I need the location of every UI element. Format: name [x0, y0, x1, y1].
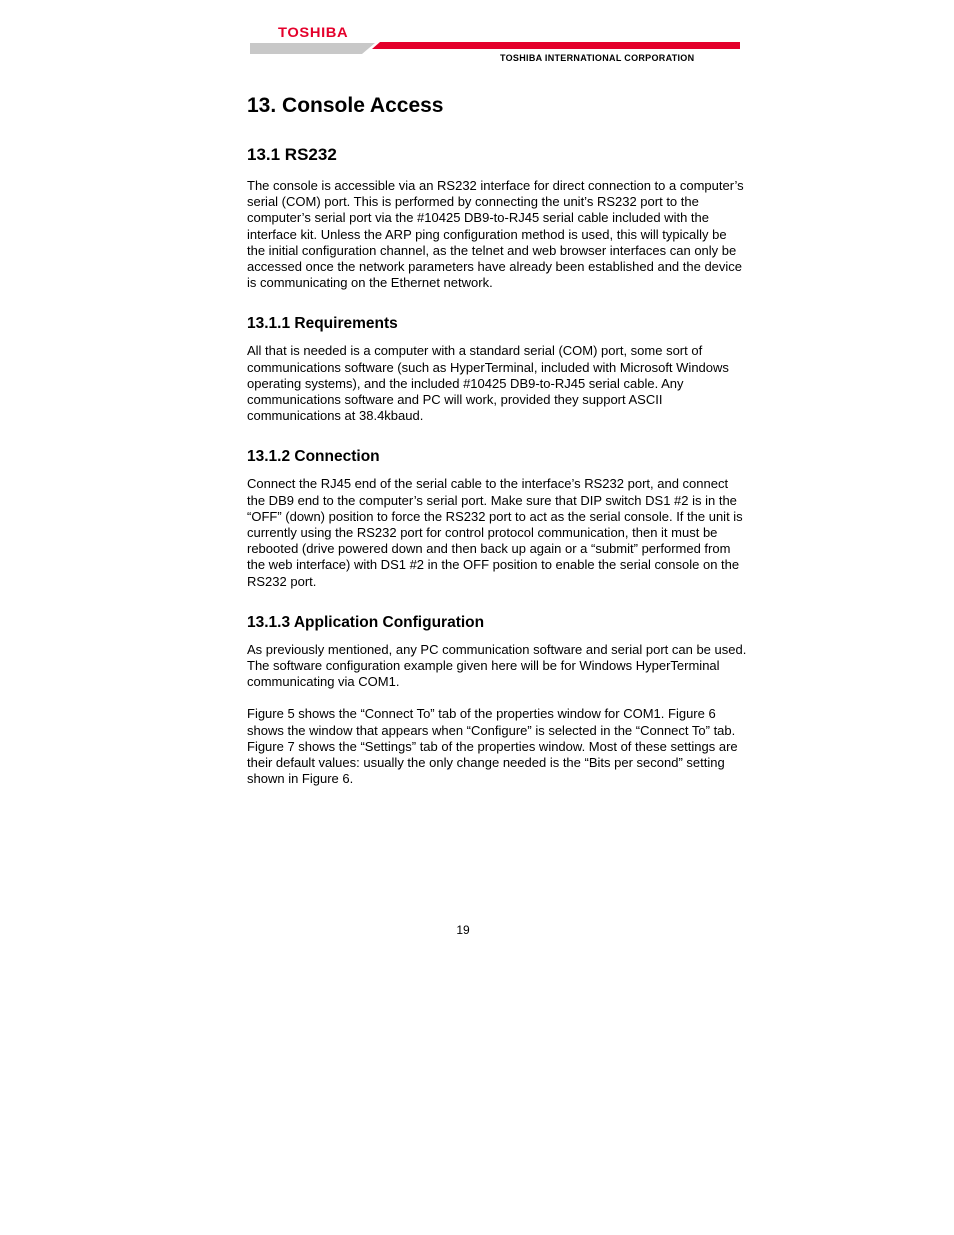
header-stripe-red	[372, 42, 740, 49]
corporation-name: TOSHIBA INTERNATIONAL CORPORATION	[500, 53, 695, 63]
section-heading-connection: 13.1.2 Connection	[247, 448, 380, 466]
section-body-requirements: All that is needed is a computer with a standard serial (COM) port, some sort of communications software (such as HyperTerminal, included with Microsoft Windows operating systems), and the included #10425 DB9-to-RJ45 serial cable. Any communications software and PC will work, provided they support ASCII communications at 38.4kbaud.	[247, 343, 729, 424]
section-body-connection: Connect the RJ45 end of the serial cable to the interface’s RS232 port, and connect the DB9 end to the computer’s serial port. Make sure that DIP switch DS1 #2 is in the “OFF” (down) position to force the RS232 port to act as the serial console. If the unit is currently using the RS232 port for control protocol communication, then it must be rebooted (drive powered down and then back up again or a “submit” performed from the web interface) with DS1 #2 in the OFF position to enable the serial console on the RS232 port.	[247, 476, 743, 589]
page-title: 13. Console Access	[247, 94, 444, 117]
section-body-application-configuration-2: Figure 5 shows the “Connect To” tab of the properties window for COM1. Figure 6 shows the window that appears when “Configure” is selected in the “Connect To” tab. Figure 7 shows the “Settings” tab of the properties window. Most of these settings are their default values: usually the only change needed is the “Bits per second” setting shown in Figure 6.	[247, 706, 738, 787]
section-heading-application-configuration: 13.1.3 Application Configuration	[247, 613, 485, 631]
document-body	[247, 90, 747, 787]
section-heading-requirements: 13.1.1 Requirements	[247, 315, 398, 333]
page-number: 19	[456, 923, 470, 937]
toshiba-logo: TOSHIBA	[278, 24, 349, 40]
section-heading-rs232: 13.1 RS232	[247, 145, 337, 164]
section-body-application-configuration-1: As previously mentioned, any PC communication software and serial port can be used. The software configuration example given here will be for Windows HyperTerminal communicating via COM1.	[247, 641, 747, 690]
section-body-rs232: The console is accessible via an RS232 interface for direct connection to a computer’s serial (COM) port. This is performed by connecting the unit’s RS232 port to the computer’s serial port via the #10425 DB9-to-RJ45 serial cable included with the interface kit. Unless the ARP ping configuration method is used, this will typically be the initial configuration channel, as the telnet and web browser interfaces can only be accessed once the network parameters have already been established and the device is communicating on the Ethernet network.	[247, 178, 744, 291]
header-stripe-gray	[250, 43, 375, 54]
header-stripe	[250, 40, 740, 54]
